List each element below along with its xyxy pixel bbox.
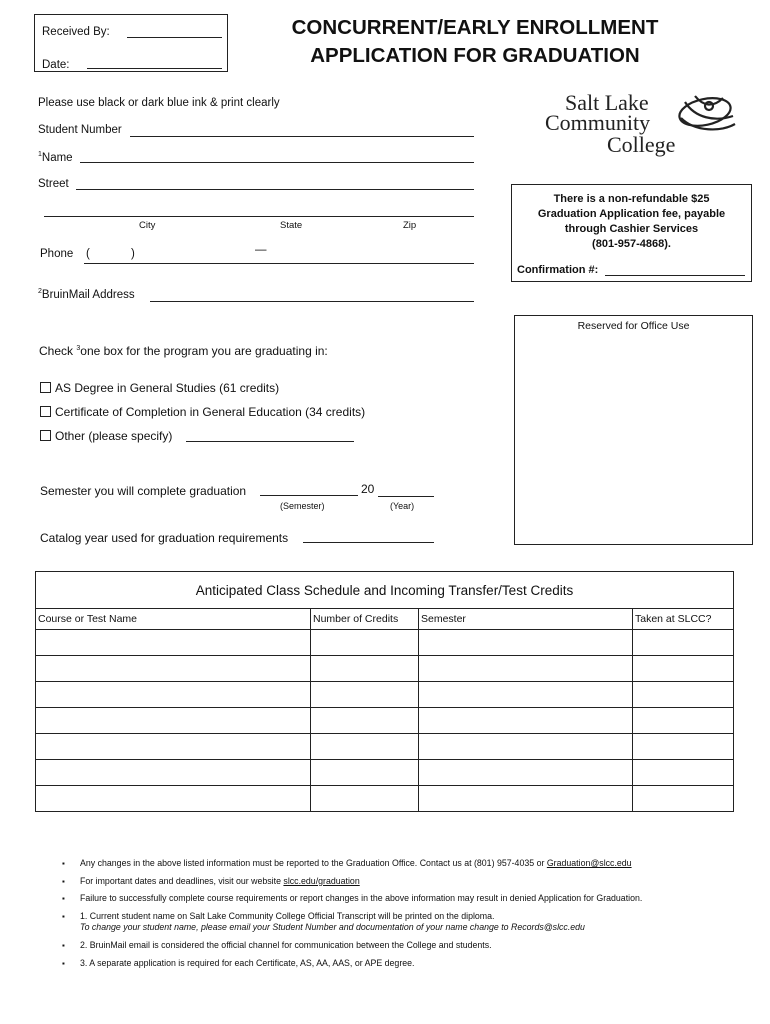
note-item: ▪ Failure to successfully complete course requirements or report changes in the above information may result in denied Application for Graduation. [62,890,752,908]
table-cell[interactable] [419,760,633,786]
title-line-1: CONCURRENT/EARLY ENROLLMENT [291,16,659,39]
table-row [36,708,734,734]
table-cell[interactable] [36,682,311,708]
note-name-change-instructions: To change your student name, please email your Student Number and documentation of your name change to Records@slcc.edu [80,922,585,932]
fee-line-4: (801-957-4868). [592,238,671,250]
logo-emblem-icon [677,94,735,130]
page-title [250,14,700,70]
table-cell[interactable] [633,786,734,812]
fee-notice-text [512,192,751,252]
semester-field[interactable] [260,495,358,496]
table-row [36,734,734,760]
table-cell[interactable] [633,630,734,656]
as-degree-checkbox[interactable] [40,382,51,393]
table-cell[interactable] [419,682,633,708]
student-number-label: Student Number [38,124,122,136]
table-cell[interactable] [311,630,419,656]
phone-field[interactable] [84,263,474,264]
program-footnote-marker: 3 [76,345,81,352]
confirmation-field[interactable] [605,275,745,276]
table-cell[interactable] [36,708,311,734]
bruinmail-label-text: BruinMail Address [41,288,135,301]
certificate-label: Certificate of Completion in General Education (34 credits) [55,405,366,419]
received-box [34,14,228,72]
phone-close-paren: ) [131,248,135,260]
name-field[interactable] [80,162,474,163]
notes-list [62,855,752,972]
table-caption-row [36,572,734,609]
col-header-credits: Number of Credits [311,609,419,630]
logo-line-1: Salt Lake [565,90,649,115]
note-item: ▪ 2. BruinMail email is considered the official channel for communication between the College and students. [62,937,752,955]
slcc-logo [545,88,745,162]
table-row [36,786,734,812]
state-caption: State [280,220,303,231]
fee-notice-box [511,184,752,282]
note-item: ▪ 3. A separate application is required for each Certificate, AS, AA, AAS, or APE degree. [62,955,752,973]
table-cell[interactable] [36,786,311,812]
name-label-text: Name [41,151,73,164]
table-cell[interactable] [311,682,419,708]
logo-line-2: Community [545,110,651,135]
instructions-text: Please use black or dark blue ink & print clearly [38,97,280,109]
as-degree-label: AS Degree in General Studies (61 credits) [55,381,280,395]
table-caption: Anticipated Class Schedule and Incoming Transfer/Test Credits [36,572,734,609]
table-cell[interactable] [633,682,734,708]
table-cell[interactable] [633,734,734,760]
table-cell[interactable] [419,734,633,760]
program-instructions [39,344,328,358]
certificate-checkbox[interactable] [40,406,51,417]
office-use-label: Reserved for Office Use [577,320,690,332]
table-header-row [36,609,734,630]
note-item [62,855,752,873]
name-label [38,151,73,164]
bruinmail-label [38,288,135,301]
program-instructions-prefix: Check [39,344,77,358]
table-cell[interactable] [36,630,311,656]
table-cell[interactable] [311,656,419,682]
date-field[interactable] [87,68,222,69]
student-number-field[interactable] [130,136,474,137]
class-schedule-table [35,571,734,812]
slcc-logo-graphic [545,88,745,162]
table-cell[interactable] [36,656,311,682]
table-cell[interactable] [419,708,633,734]
note-item [62,873,752,891]
confirmation-label: Confirmation #: [517,264,599,276]
fee-line-1: There is a non-refundable $25 [553,193,710,205]
year-field[interactable] [378,495,434,497]
program-option-other[interactable] [40,429,172,443]
table-cell[interactable] [311,708,419,734]
other-checkbox[interactable] [40,430,51,441]
table-row [36,682,734,708]
received-by-label: Received By: [42,26,110,38]
graduation-website-link[interactable]: slcc.edu/graduation [283,875,360,886]
program-option-certificate[interactable] [40,405,365,419]
phone-label: Phone [40,248,74,260]
note-1-text: Any changes in the above listed information must be reported to the Graduation Office. Contact us at (801) 957-4035 or [80,858,547,868]
fee-line-3: through Cashier Services [564,223,699,235]
bruinmail-footnote-marker: 2 [38,288,42,295]
col-header-semester: Semester [419,609,633,630]
fee-line-2: Graduation Application fee, payable [537,208,726,220]
table-row [36,760,734,786]
bruinmail-field[interactable] [150,301,474,302]
table-cell[interactable] [36,734,311,760]
date-label: Date: [42,59,70,71]
received-by-field[interactable] [127,37,222,38]
zip-caption: Zip [403,220,417,231]
semester-century: 20 [361,482,375,496]
note-2-text: For important dates and deadlines, visit our website [80,875,284,886]
table-cell[interactable] [311,760,419,786]
table-cell[interactable] [633,760,734,786]
street-field[interactable] [76,189,474,190]
col-header-taken-at-slcc: Taken at SLCC? [633,609,734,630]
year-caption: (Year) [390,501,415,511]
table-cell[interactable] [633,708,734,734]
city-caption: City [139,220,156,231]
phone-dash: — [255,244,267,256]
catalog-year-label: Catalog year used for graduation requirements [40,531,289,545]
table-cell[interactable] [311,786,419,812]
program-option-as-degree[interactable] [40,381,279,395]
table-cell[interactable] [419,656,633,682]
title-line-2: APPLICATION FOR GRADUATION [310,44,640,67]
table-cell[interactable] [419,630,633,656]
col-header-course: Course or Test Name [36,609,311,630]
city-state-zip-field[interactable] [44,216,474,217]
table-row [36,656,734,682]
office-use-box [514,315,753,545]
catalog-year-field[interactable] [303,542,434,543]
note-item: ▪ 1. Current student name on Salt Lake Community College Official Transcript will be printed on the diploma. [62,908,752,926]
program-instructions-rest: one box for the program you are graduating in: [80,344,328,358]
logo-line-3: College [607,132,676,157]
table-cell[interactable] [311,734,419,760]
graduation-email-link[interactable]: Graduation@slcc.edu [546,858,632,868]
semester-label: Semester you will complete graduation [40,484,247,498]
table-cell[interactable] [419,786,633,812]
name-footnote-marker: 1 [38,151,42,158]
phone-open-paren: ( [86,248,90,260]
table-row [36,630,734,656]
other-specify-field[interactable] [186,441,354,442]
table-cell[interactable] [36,760,311,786]
other-label: Other (please specify) [55,429,173,443]
semester-caption: (Semester) [280,501,325,511]
table-cell[interactable] [633,656,734,682]
street-label: Street [38,178,69,190]
